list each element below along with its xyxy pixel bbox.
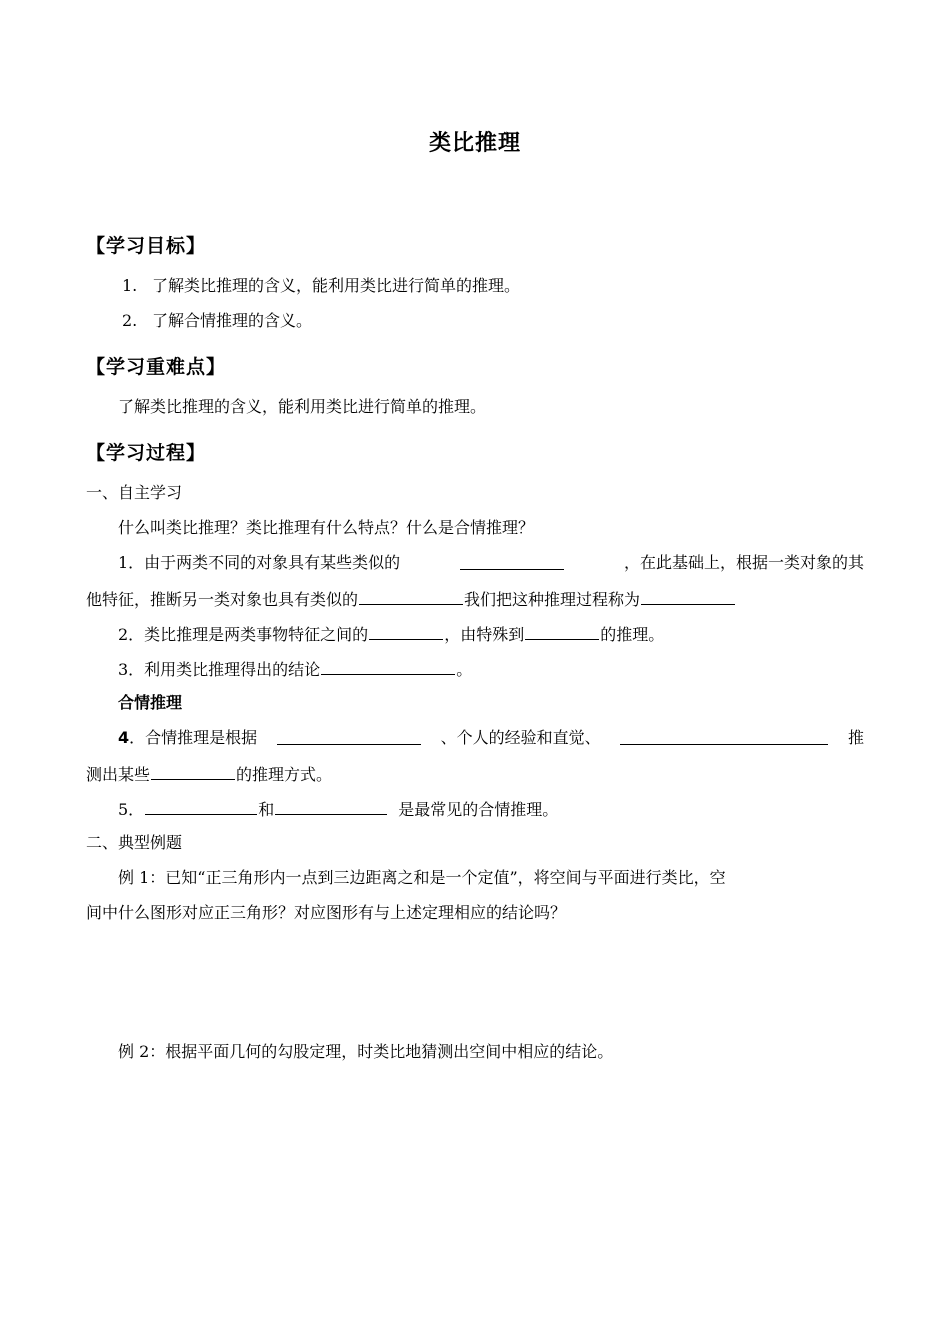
- question-2-blank-1[interactable]: [369, 623, 443, 640]
- question-1-text-c: 他特征，推断另一类对象也具有类似的: [86, 590, 359, 609]
- question-5: [118, 798, 558, 820]
- document-title: 类比推理: [428, 131, 521, 156]
- question-3-text-b: 。: [456, 660, 473, 679]
- process-heading: 【学习过程】: [86, 442, 207, 464]
- example-2: 例 2：根据平面几何的勾股定理，时类比地猜测出空间中相应的结论。: [118, 1042, 614, 1061]
- question-4-number: 4: [118, 728, 130, 747]
- question-3: [118, 658, 472, 680]
- question-4-text-a: ．合情推理是根据: [129, 728, 258, 747]
- self-study-question: 什么叫类比推理？类比推理有什么特点？什么是合情推理？: [118, 518, 535, 537]
- reasoning-subheading: 合情推理: [118, 693, 183, 712]
- question-4-blank-1[interactable]: [277, 728, 421, 745]
- goals-heading: 【学习目标】: [86, 235, 207, 257]
- question-2: [118, 623, 664, 645]
- goal-item-2-number: 2.: [122, 311, 138, 330]
- question-1-blank-1[interactable]: [460, 553, 564, 570]
- question-4-text-d: 测出某些: [86, 765, 151, 784]
- question-5-blank-2[interactable]: [275, 798, 387, 815]
- key-points-text: 了解类比推理的含义，能利用类比进行简单的推理。: [118, 397, 487, 416]
- question-4-text-c: 推: [847, 728, 864, 747]
- question-5-blank-1[interactable]: [145, 798, 257, 815]
- question-2-text-b: ，由特殊到: [444, 625, 525, 644]
- part1-label: 一、自主学习: [86, 483, 183, 502]
- question-4-text-e: 的推理方式。: [236, 765, 333, 784]
- question-4-line-1: [118, 728, 864, 748]
- goal-item-2: [122, 311, 312, 331]
- question-4-line-2: [86, 763, 332, 785]
- question-3-blank[interactable]: [321, 658, 455, 675]
- question-1-blank-3[interactable]: [641, 588, 735, 605]
- question-1-line-2: [86, 588, 736, 610]
- part2-label: 二、典型例题: [86, 833, 183, 852]
- question-1-blank-2[interactable]: [359, 588, 463, 605]
- question-2-blank-2[interactable]: [525, 623, 599, 640]
- goal-item-1-text: 了解类比推理的含义，能利用类比进行简单的推理。: [152, 276, 521, 295]
- question-4-text-group-1: [118, 728, 257, 748]
- question-1-line-1: [118, 553, 864, 573]
- goal-item-2-text: 了解合情推理的含义。: [152, 311, 313, 330]
- question-4-text-b: 、个人的经验和直觉、: [440, 728, 601, 747]
- question-4-blank-3[interactable]: [151, 763, 235, 780]
- question-2-text-a: 2．类比推理是两类事物特征之间的: [118, 625, 369, 644]
- question-5-text-c: 是最常见的合情推理。: [398, 800, 559, 819]
- example-1-line-2: 间中什么图形对应正三角形？对应图形有与上述定理相应的结论吗？: [86, 903, 567, 922]
- key-points-heading: 【学习重难点】: [86, 356, 227, 378]
- question-1-text-d: 我们把这种推理过程称为: [464, 590, 641, 609]
- question-5-text-b: 和: [258, 800, 275, 819]
- question-1-text-a: 1．由于两类不同的对象具有某些类似的: [118, 553, 401, 572]
- question-1-text-b: ，在此基础上，根据一类对象的其: [623, 553, 864, 572]
- question-5-text-a: 5．: [118, 800, 145, 819]
- question-2-text-c: 的推理。: [600, 625, 665, 644]
- goal-item-1: [122, 276, 520, 296]
- question-3-text-a: 3．利用类比推理得出的结论: [118, 660, 321, 679]
- goal-item-1-number: 1.: [122, 276, 138, 295]
- example-1-line-1: 例 1：已知“正三角形内一点到三边距离之和是一个定值”，将空间与平面进行类比，空: [118, 868, 726, 887]
- question-4-blank-2[interactable]: [620, 728, 828, 745]
